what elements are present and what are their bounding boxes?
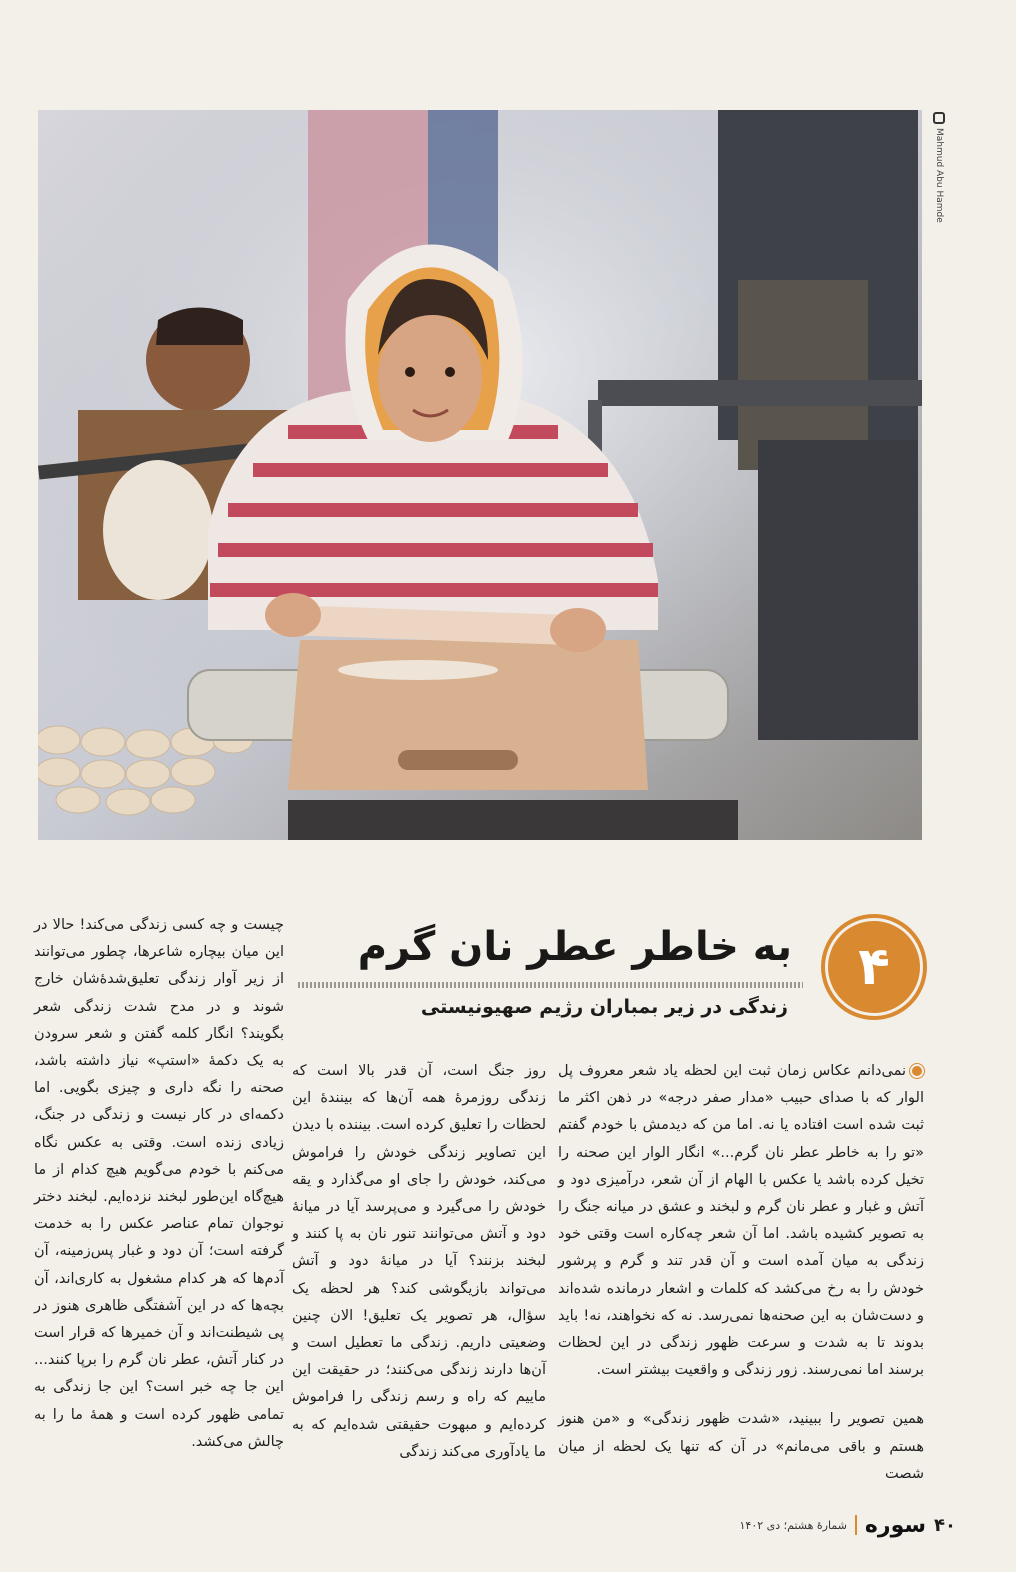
camera-icon bbox=[933, 112, 945, 124]
footer-divider bbox=[855, 1515, 857, 1535]
page-footer bbox=[716, 1510, 956, 1540]
article-column-2 bbox=[292, 1058, 546, 1466]
article-header bbox=[290, 910, 940, 1030]
paragraph: چیست و چه کسی زندگی می‌کند! حالا در این میان بیچاره شاعرها، چطور می‌توانند از زیر آوار زندگی تعلیق‌شدهٔ‌شان خارج شوند و در مدح شدت زندگی شعر بگویند؟ انگار کلمه گفتن و شعر سرودن به یک دکمهٔ «استپ» نیاز داشته باشد، صحنه را نگه داری و چیزی بگویی. اما دکمه‌ای در کار نیست و زندگی در جنگ، زیادی زنده است. وقتی به عکس نگاه می‌کنم با خودم می‌گویم هیچ کدام از ما هیچ‌گاه این‌طور لبخند نزده‌ایم. لبخند دختر نوجوان تمام عناصر عکس را به خدمت گرفته است؛ آن دود و غبار پس‌زمینه، آن آدم‌ها که هر کدام مشغول به کاری‌اند، آن بچه‌ها که در این آشفتگی ظاهری هنوز در پی شیطنت‌اند و آن خمیرها که قرار است در کنار آتش، عطر نان گرم را برپا کنند... این جا چه خبر است؟ این جا زندگی به تمامی ظهور کرده است و همهٔ ما را به چالش می‌کشد. bbox=[34, 917, 284, 1450]
photo-illustration bbox=[38, 110, 922, 840]
magazine-logo: سوره bbox=[864, 1512, 927, 1538]
article-column-1 bbox=[558, 1058, 924, 1488]
paragraph: نمی‌دانم عکاس زمان ثبت این لحظه یاد شعر معروف پل الوار که با صدای حبیب «مدار صفر درجه» در ذهن اکثر ما ثبت شده است افتاده یا نه. اما من که دیدمش با خودم گفتم «تو را به خاطر عطر نان گرم...» انگار الوار این صحنه را تخیل کرده باشد یا عکس با الهام از آن شعر، درآمیزی دود و آتش و غبار و عطر نان گرم و لبخند و عشق در میانه جنگ را به تصویر کشیده باشد. اما آن شعر چه‌کاره است وقتی خود زندگی به میان آمده است و آن قدر تند و گرم و پرشور خودش را به رخ می‌کشد که کلمات و اشعار درمانده شده‌اند و دست‌شان به این صحنه‌ها نمی‌رسد. نه که نخواهند، نه! باید بدوند تا به شدت و سرعت ظهور زندگی در این لحظات برسند اما نمی‌رسند. زور زندگی و واقعیت بیشتر است. bbox=[558, 1063, 924, 1379]
page-number: ۴۰ bbox=[934, 1514, 956, 1536]
article-column-3 bbox=[34, 912, 284, 1456]
issue-info: شمارهٔ هشتم؛ دی ۱۴۰۲ bbox=[739, 1518, 847, 1532]
article-number-badge: ۴ bbox=[825, 918, 923, 1016]
article-title: به خاطر عطر نان گرم bbox=[357, 924, 792, 970]
article-photo bbox=[38, 110, 922, 840]
photographer-name: Mahmud Abu Hamde bbox=[934, 128, 944, 223]
bullet-icon bbox=[910, 1064, 924, 1078]
photo-credit bbox=[928, 112, 950, 232]
paragraph: همین تصویر را ببینید، «شدت ظهور زندگی» و «من هنوز هستم و باقی می‌مانم» در آن که تنها یک لحظه از میان شصت bbox=[558, 1411, 924, 1482]
paragraph: روز جنگ است، آن قدر بالا است که زندگی روزمرهٔ همه آن‌ها که بینندهٔ این لحظات را تعلیق کرده است. بیننده با دیدن این تصاویر زندگی خودش را فراموش می‌کند، خودش را جای او می‌گذارد و یقه خودش را می‌گیرد و می‌پرسد آیا در میانهٔ دود و آتش می‌توانند تنور نان به پا کنند و لبخند بزنند؟ آیا در میانهٔ دود و آتش می‌تواند بازیگوشی کند؟ هر لحظه یک سؤال، هر تصویر یک تعلیق! الان چنین وضعیتی داریم. زندگی ما تعطیل است و آن‌ها دارند زندگی می‌کنند؛ در حقیقت این ماییم که راه و رسم زندگی را فراموش کرده‌ایم و مبهوت حقیقتی شده‌ایم که به ما یادآوری می‌کند زندگی bbox=[292, 1063, 546, 1460]
article-subtitle: زندگی در زیر بمباران رژیم صهیونیستی bbox=[420, 996, 788, 1018]
title-divider bbox=[298, 982, 803, 988]
